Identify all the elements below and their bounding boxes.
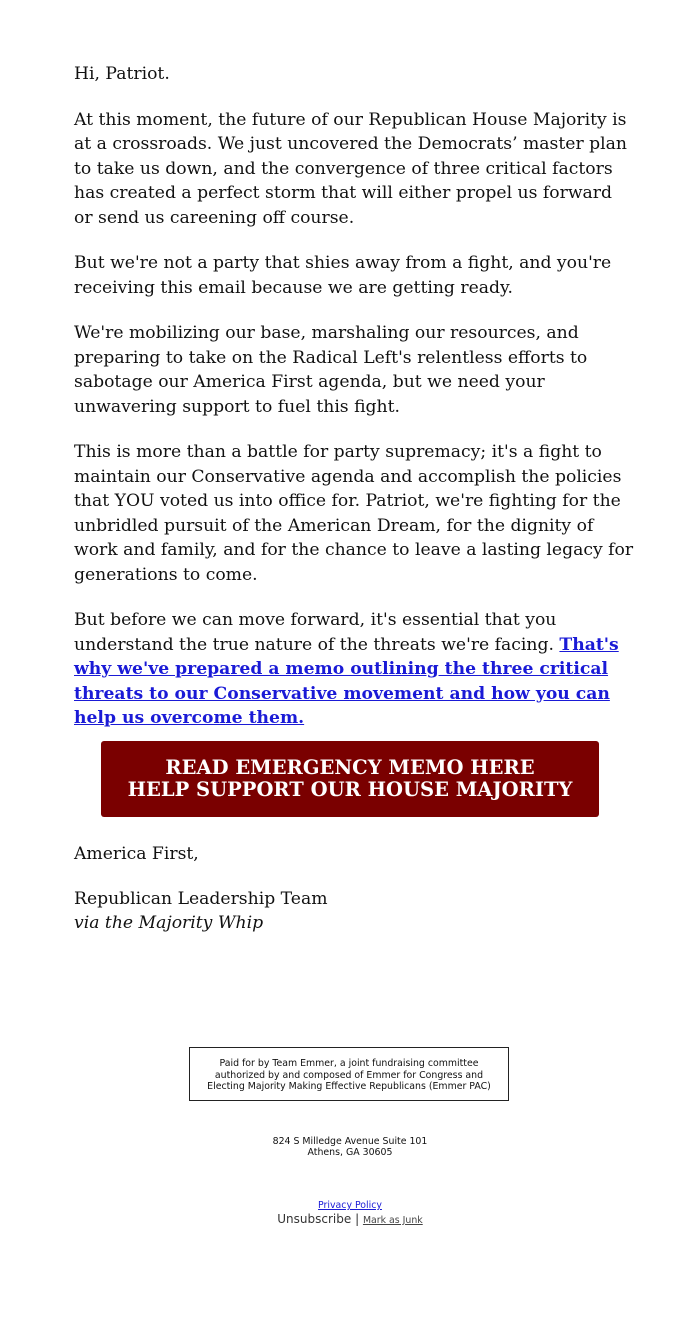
disclaimer-line-1: Paid for by Team Emmer, a joint fundraising committee xyxy=(219,1058,479,1069)
address-city: Athens, GA 30605 xyxy=(307,1147,393,1158)
mailing-address xyxy=(200,1136,500,1158)
body-paragraph-1: At this moment, the future of our Republican House Majority is at a crossroads. We just uncovered the Democrats’ master plan to take us down, and the convergence of three critical factors has created a perfect storm that will either propel us forward or send us careening off course. xyxy=(74,109,627,228)
unsubscribe-link[interactable]: Unsubscribe xyxy=(277,1212,352,1226)
closing: America First, xyxy=(74,844,199,864)
cta-line-1: READ EMERGENCY MEMO HERE xyxy=(165,756,535,779)
memo-link[interactable]: That's why we've prepared a memo outlining the three critical threats to our Conservative movement and how you can help us overcome them. xyxy=(74,634,619,728)
body-paragraph-3: We're mobilizing our base, marshaling our resources, and preparing to take on the Radical Left's relentless efforts to sabotage our America First agenda, but we need your unwavering support to fuel this fight. xyxy=(74,323,588,417)
cta-container xyxy=(101,741,599,817)
body-paragraph-5-text: But before we can move forward, it's essential that you understand the true nature of the threats we're facing. xyxy=(74,610,560,655)
disclaimer-line-3: Electing Majority Making Effective Republicans (Emmer PAC) xyxy=(207,1081,491,1092)
footer-links xyxy=(200,1200,500,1228)
body-paragraph-2: But we're not a party that shies away from a fight, and you're receiving this email because we are getting ready. xyxy=(74,253,612,298)
privacy-policy-link[interactable]: Privacy Policy xyxy=(318,1200,382,1211)
cta-line-2: HELP SUPPORT OUR HOUSE MAJORITY xyxy=(127,778,573,801)
body-paragraph-4: This is more than a battle for party supremacy; it's a fight to maintain our Conservative agenda and accomplish the policies that YOU voted us into office for. Patriot, we're fighting for the unbridled pursuit of the American Dream, for the dignity of work and family, and for the chance to leave a lasting legacy for generations to come. xyxy=(74,442,634,585)
disclaimer-line-2: authorized by and composed of Emmer for Congress and xyxy=(214,1069,484,1081)
email-body xyxy=(74,62,634,752)
paid-for-disclaimer xyxy=(189,1047,509,1101)
signature xyxy=(74,887,634,935)
signoff xyxy=(74,842,634,956)
unsubscribe-row xyxy=(200,1212,500,1228)
greeting: Hi, Patriot. xyxy=(74,64,170,84)
signer-via: via the Majority Whip xyxy=(74,913,264,933)
body-paragraph-5 xyxy=(74,608,634,731)
mark-as-junk-link[interactable]: Mark as Junk xyxy=(362,1215,423,1226)
footer-separator: | xyxy=(355,1212,360,1226)
signer-name: Republican Leadership Team xyxy=(74,889,328,909)
address-street: 824 S Milledge Avenue Suite 101 xyxy=(272,1136,428,1147)
read-memo-button[interactable] xyxy=(101,741,599,817)
